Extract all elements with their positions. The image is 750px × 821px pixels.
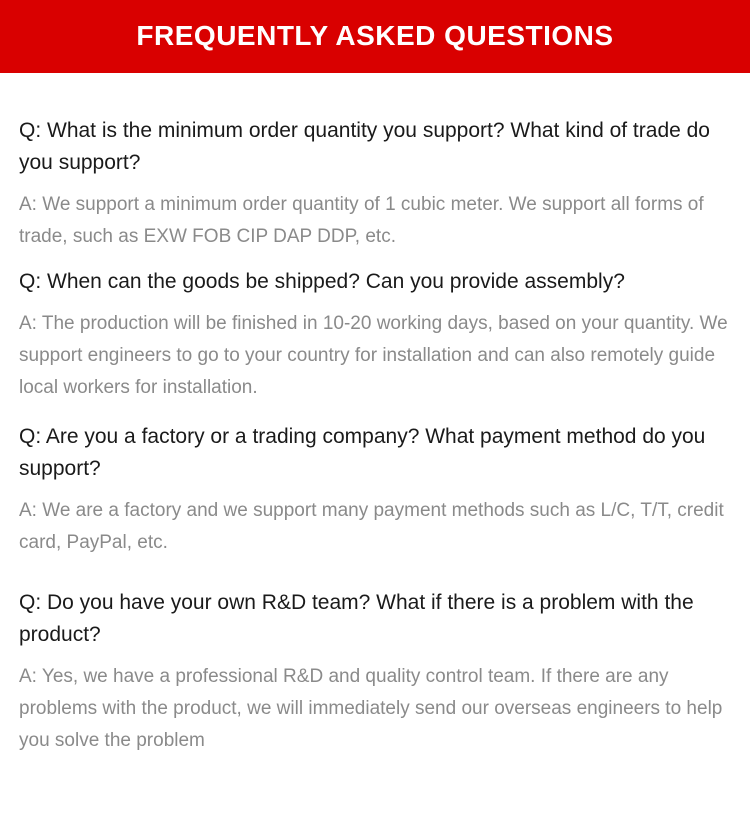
faq-answer: A: We are a factory and we support many payment methods such as L/C, T/T, credit card, PayPal, etc.	[19, 500, 724, 553]
faq-question: Q: What is the minimum order quantity you support? What kind of trade do you support?	[19, 119, 710, 174]
faq-answer: A: The production will be finished in 10-20 working days, based on your quantity. We support engineers to go to your country for installation and can also remotely guide local workers for installation.	[19, 313, 728, 398]
faq-answer: A: Yes, we have a professional R&D and quality control team. If there are any problems with the product, we will immediately send our overseas engineers to help you solve the problem	[19, 666, 723, 751]
faq-item	[19, 266, 731, 404]
faq-question: Q: Do you have your own R&D team? What if there is a problem with the product?	[19, 591, 694, 646]
faq-answer: A: We support a minimum order quantity of 1 cubic meter. We support all forms of trade, such as EXW FOB CIP DAP DDP, etc.	[19, 194, 704, 247]
faq-question: Q: When can the goods be shipped? Can you provide assembly?	[19, 270, 625, 293]
faq-item	[19, 115, 731, 253]
faq-question: Q: Are you a factory or a trading company? What payment method do you support?	[19, 425, 706, 480]
faq-item	[19, 421, 731, 559]
page-title: FREQUENTLY ASKED QUESTIONS	[136, 19, 614, 51]
faq-header-banner	[0, 0, 750, 73]
faq-item	[19, 587, 731, 757]
